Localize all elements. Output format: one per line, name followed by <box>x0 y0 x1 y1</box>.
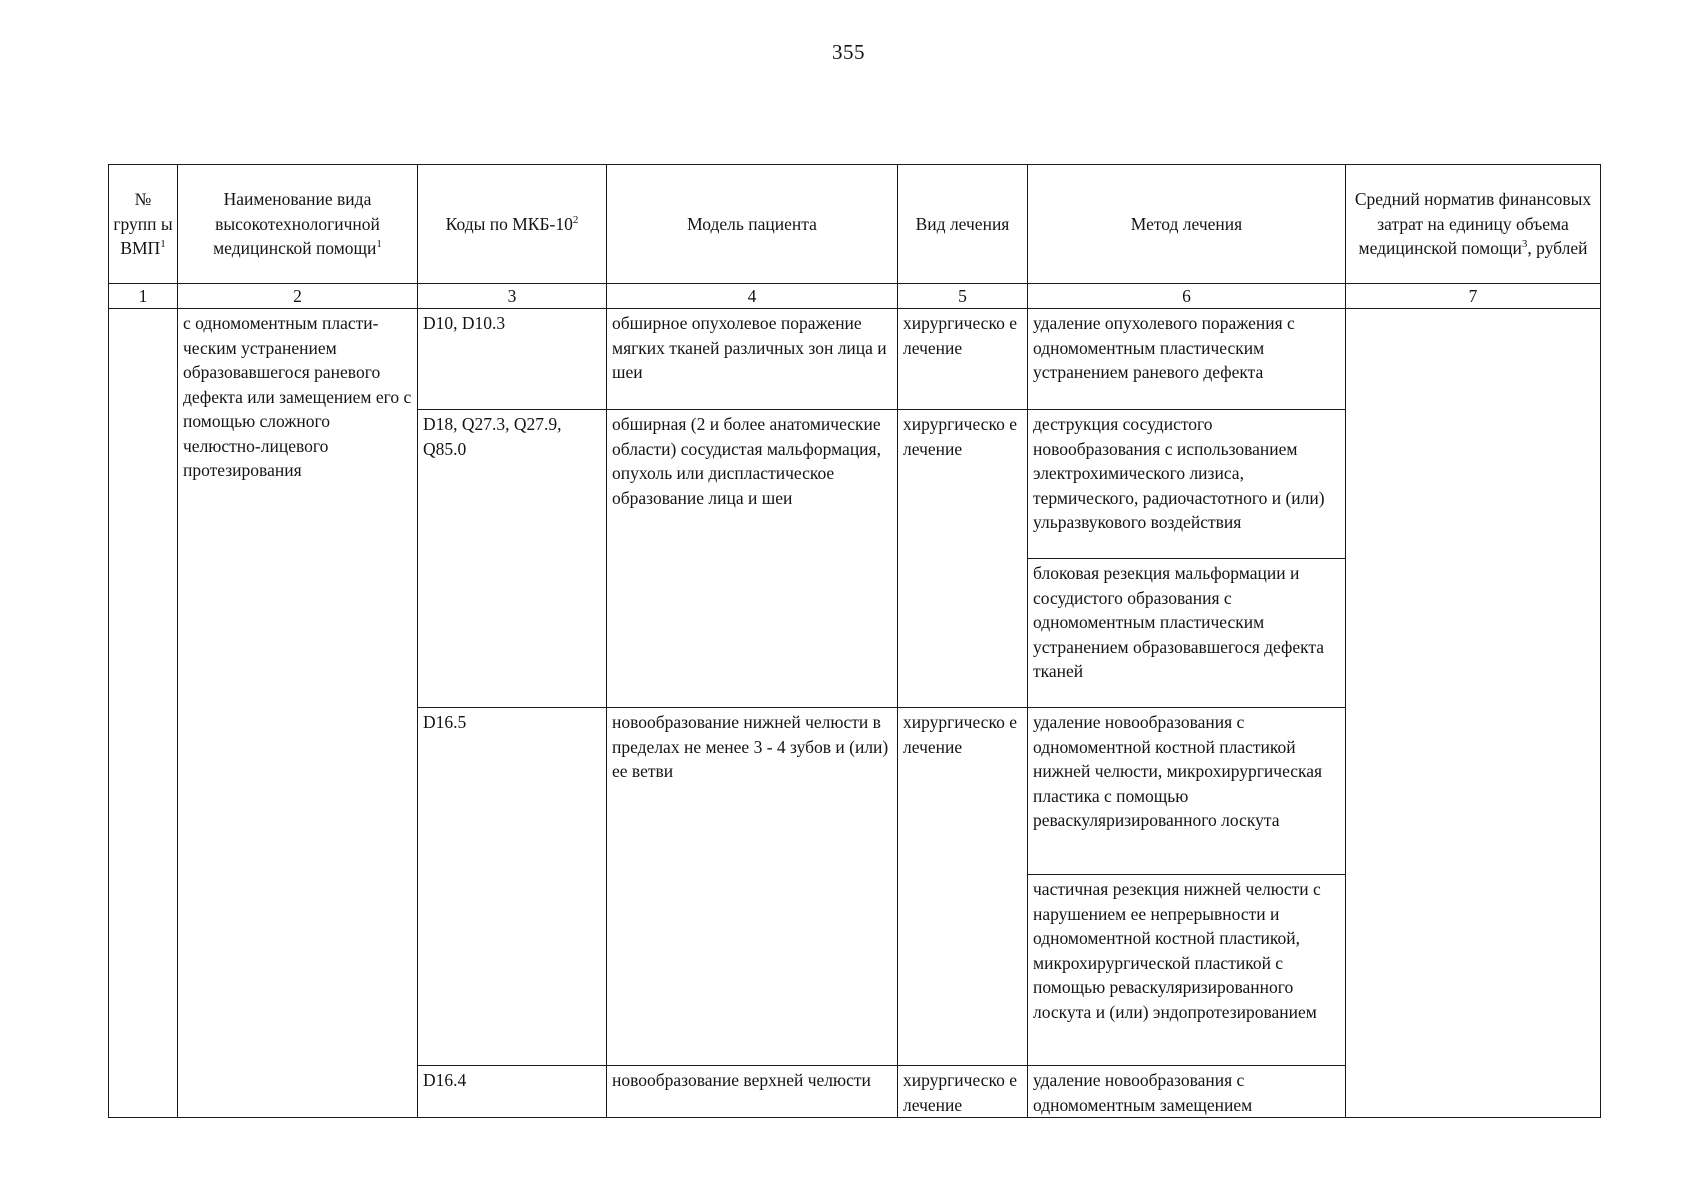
page-number: 355 <box>832 40 865 64</box>
column-number-row <box>109 284 1601 309</box>
patient-model-cell: новообразование нижней челюсти в пределах не менее 3 - 4 зубов и (или) ее ветви <box>607 708 898 1066</box>
header-care-type-text: Наименование вида высокотехнологичной медицинской помощи <box>213 189 380 259</box>
column-number: 6 <box>1028 284 1346 309</box>
column-number: 2 <box>178 284 418 309</box>
patient-model-cell: новообразование верхней челюсти <box>607 1066 898 1118</box>
header-treatment-type: Вид лечения <box>898 165 1028 284</box>
vmp-table <box>108 164 1601 1118</box>
header-care-type <box>178 165 418 284</box>
header-treatment-method: Метод лечения <box>1028 165 1346 284</box>
footnote-mark: 2 <box>572 213 579 226</box>
treatment-method-cell: удаление опухолевого поражения с одномоментным пластическим устранением раневого дефекта <box>1028 309 1346 410</box>
header-cost-norm-text: Средний норматив финансовых затрат на единицу объема медицинской помощи <box>1354 189 1592 259</box>
treatment-method-cell: удаление новообразования с одномоментной костной пластикой нижней челюсти, микрохирургическая пластика с помощью реваскуляризированного лоскута <box>1028 708 1346 875</box>
treatment-method-cell: деструкция сосудистого новообразования с использованием электрохимического лизиса, термического, радиочастотного и (или) ульразвукового воздействия <box>1028 410 1346 559</box>
footnote-mark: 1 <box>160 238 166 251</box>
icd-codes-cell: D16.5 <box>418 708 607 1066</box>
column-number: 1 <box>109 284 178 309</box>
treatment-method-cell: частичная резекция нижней челюсти с нарушением ее непрерывности и одномоментной костной пластикой, микрохирургической пластикой с помощью реваскуляризированного лоскута и (или) эндопротезированием <box>1028 875 1346 1066</box>
treatment-type-cell: хирургическо е лечение <box>898 309 1028 410</box>
header-icd-codes-text: Коды по МКБ-10 <box>445 213 573 234</box>
header-group-number-text: № групп ы ВМП <box>113 189 173 259</box>
cost-norm-cell <box>1346 309 1601 1118</box>
treatment-method-cell: блоковая резекция мальформации и сосудистого образования с одномоментным пластическим устранением образовавшегося дефекта тканей <box>1028 559 1346 708</box>
patient-model-cell: обширная (2 и более анатомические области) сосудистая мальформация, опухоль или диспластическое образование лица и шеи <box>607 410 898 708</box>
table-row <box>109 309 1601 410</box>
column-number: 4 <box>607 284 898 309</box>
header-cost-norm-unit: , рублей <box>1527 238 1588 259</box>
header-patient-model: Модель пациента <box>607 165 898 284</box>
group-number-cell <box>109 309 178 1118</box>
column-number: 5 <box>898 284 1028 309</box>
care-type-cell: с одномоментным пласти-ческим устранением образовавшегося раневого дефекта или замещением его с помощью сложного челюстно-лицевого протезирования <box>178 309 418 1118</box>
header-row <box>109 165 1601 284</box>
icd-codes-cell: D18, Q27.3, Q27.9, Q85.0 <box>418 410 607 708</box>
treatment-method-cell: удаление новообразования с одномоментным замещением <box>1028 1066 1346 1118</box>
column-number: 7 <box>1346 284 1601 309</box>
icd-codes-cell: D10, D10.3 <box>418 309 607 410</box>
footnote-mark: 1 <box>376 238 382 251</box>
column-number: 3 <box>418 284 607 309</box>
icd-codes-cell: D16.4 <box>418 1066 607 1118</box>
footnote-mark: 3 <box>1521 238 1528 251</box>
patient-model-cell: обширное опухолевое поражение мягких тканей различных зон лица и шеи <box>607 309 898 410</box>
treatment-type-cell: хирургическо е лечение <box>898 708 1028 1066</box>
treatment-type-cell: хирургическо е лечение <box>898 410 1028 708</box>
header-icd-codes <box>418 165 607 284</box>
header-cost-norm <box>1346 165 1601 284</box>
header-group-number <box>109 165 178 284</box>
treatment-type-cell: хирургическо е лечение <box>898 1066 1028 1118</box>
